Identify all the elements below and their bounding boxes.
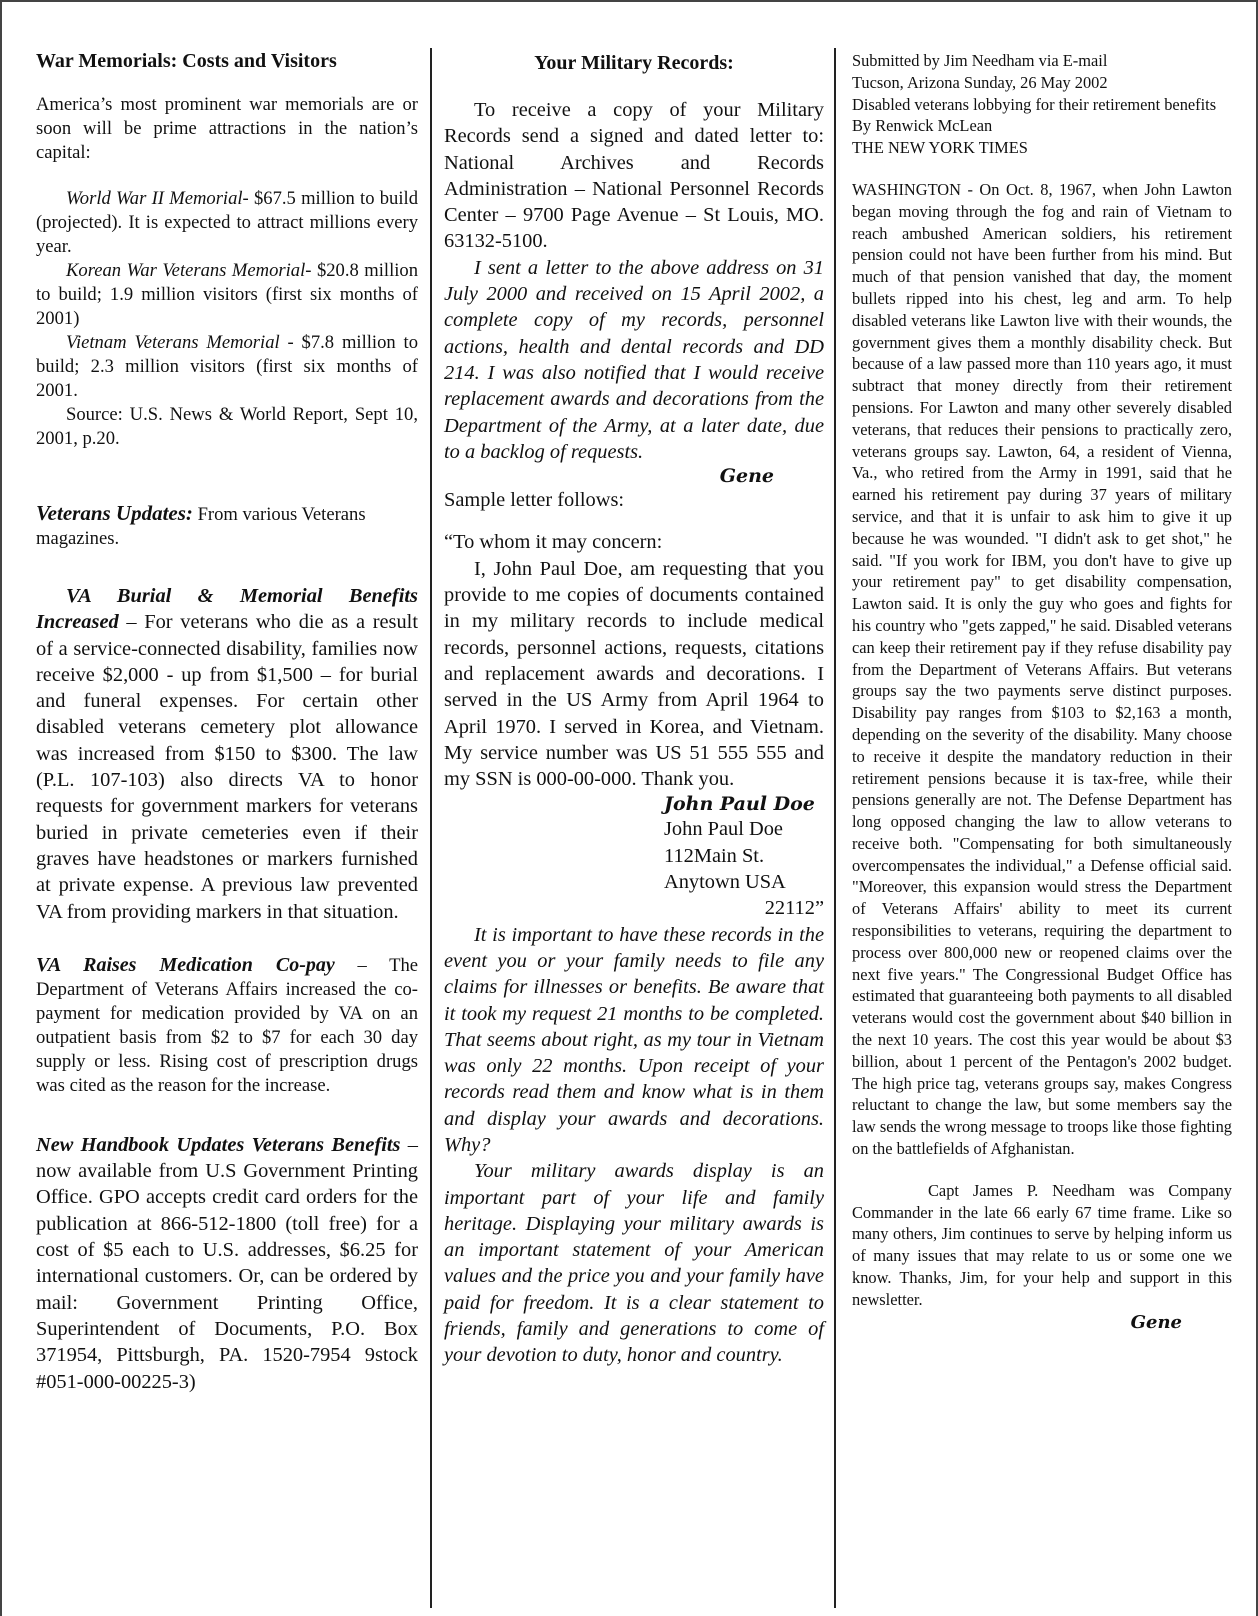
letter-signature-block (664, 792, 824, 895)
letter-city: Anytown USA (664, 871, 786, 894)
awards-display-paragraph: Your military awards display is an important part of your life and family heritage. Displaying your military awards is an important statement of your American values and the price you and your family have paid for freedom. It is a clear statement to friends, family and generations to come of your devotion to duty, honor and country. (444, 1160, 824, 1367)
burial-benefits-article: VA Burial & Memorial Benefits Increased – For veterans who die as a result of a service-connected disability, families now receive $2,000 - up from $1,500 – for burial and funeral expenses. For certain other disabled veterans cemetery plot allowance was increased from $150 to $300. The law (P.L. 107-103) also directs VA to honor requests for government markers for veterans buried in private cemeteries even if their graves have headstones or markers furnished at private expense. A previous law prevented VA from providing markers in that situation. (36, 585, 418, 923)
records-experience-paragraph: I sent a letter to the above address on 31 July 2000 and received on 15 April 2002, a complete copy of my records, personnel actions, health and dental records and DD 214. I was also notified that I would receive replacement awards and decorations from the Department of the Army, at a later date, due to a backlog of requests. (444, 256, 824, 463)
submitted-by: Submitted by Jim Needham via E-mail (852, 51, 1108, 70)
handbook-article: New Handbook Updates Veterans Benefits – now available from U.S Government Printing Office. GPO accepts credit card orders for the publication at 866-512-1800 (toll free) for a cost of $5 each to U.S. addresses, $6.25 for international customers. Or, can be ordered by mail: Government Printing Office, Superintendent of Documents, P.O. Box 371954, Pittsburgh, PA. 1520-7954 9stock #051-000-00225-3) (36, 1133, 418, 1393)
letter-body: I, John Paul Doe, am requesting that you provide to me copies of documents contained in my military records to include medical records, personnel actions, requests, citations and replacement awards and decorations. I served in the US Army from April 1964 to April 1970. I served in Korea, and Vietnam. My service number was US 51 555 555 and my SSN is 000-00-000. Thank you. (444, 557, 824, 791)
memorials-title: War Memorials: Costs and Visitors (36, 50, 337, 72)
military-records-title: Your Military Records: (534, 52, 734, 74)
dateline: Tucson, Arizona Sunday, 26 May 2002 (852, 72, 1108, 92)
column-right (852, 46, 1232, 1602)
veterans-updates-heading: Veterans Updates: From various Veterans magazines. (36, 501, 366, 549)
closing-note: Capt James P. Needham was Company Commander in the late 66 early 67 time frame. Like so many others, Jim continues to serve by helping inform us of many issues that may relate to us or some one we know. Thanks, Jim, for your help and support in this newsletter. (852, 1180, 1232, 1309)
letter-name: John Paul Doe (664, 818, 783, 841)
letter-salutation: “To whom it may concern: (444, 531, 663, 554)
closing-signature-gene: Gene (1130, 1311, 1182, 1333)
article-headline: Disabled veterans lobbying for their retirement benefits (852, 94, 1217, 114)
article-header (852, 50, 1232, 159)
copay-article: VA Raises Medication Co-pay – The Department of Veterans Affairs increased the co-payment for medication provided by VA on an outpatient basis from $2 to $7 for each 30 day supply or less. Rising cost of prescription drugs was cited as the reason for the increase. (36, 953, 419, 1096)
memorial-item-korea: Korean War Veterans Memorial- $20.8 million to build; 1.9 million visitors (first six months of 2001) (36, 260, 418, 329)
column-divider-left (430, 48, 432, 1608)
column-left (36, 46, 418, 1602)
byline: By Renwick McLean (852, 116, 993, 136)
column-divider-right (834, 48, 836, 1608)
column-middle (444, 46, 824, 1602)
letter-zip: 22112” (764, 897, 824, 920)
memorial-item-vietnam: Vietnam Veterans Memorial - $7.8 million to build; 2.3 million visitors (first six months of 2001. (36, 332, 418, 401)
letter-signature: John Paul Doe (664, 793, 815, 816)
signature-gene: Gene (719, 465, 774, 488)
records-request-paragraph: To receive a copy of your Military Records send a signed and dated letter to: National Archives and Records Administration – National Personnel Records Center – 9700 Page Avenue – St Louis, MO. 63132-5100. (444, 99, 824, 253)
records-importance-paragraph: It is important to have these records in the event you or your family needs to file any claims for illnesses or benefits. Be aware that it took my request 21 months to be completed. That seems about right, as my tour in Vietnam was only 22 months. Upon receipt of your records read them and know what is in them and display your awards and decorations. Why? (444, 923, 824, 1156)
memorials-intro: America’s most prominent war memorials are or soon will be prime attractions in the nation’s capital: (36, 94, 418, 163)
nyt-article-body: WASHINGTON - On Oct. 8, 1967, when John Lawton began moving through the fog and rain of Vietnam to reach ambushed American soldiers, his retirement pension could not have been further from his mind. But much of that pension vanished that day, the moment bullets ripped into his chest, leg and arm. To help disabled veterans like Lawton live with their wounds, the government gives them a monthly disability check. But because of a law passed more than 110 years ago, it must subtract that money directly from their retirement pensions. For Lawton and many other severely disabled veterans, that reduces their pensions to practically zero, veterans groups say. Lawton, 64, a resident of Vienna, Va., who retired from the Army in 1991, said that he earned his retirement pay during 37 years of military service, and that it is unfair to ask him to give it up because he was wounded. "I didn't ask to get shot," he said. "If you work for IBM, you don't have to give up your retirement pay" to get disability compensation, Lawton said. It is only the guy who goes and fights for his country who "gets zapped," he said. Disabled veterans can keep their retirement pay if they refuse disability pay from the Department of Veterans Affairs. But veterans groups say the two payments serve distinct purposes. Disability pay ranges from $103 to $2,163 a month, depending on the severity of the disability. Many choose to receive it despite the mandatory reduction in their retirement pensions because it is tax-free, while their pensions generally are not. The Defense Department has long opposed changing the law to allow veterans to receive both. "Compensating for both simultaneously overcompensates the individual," a Defense official said. "Moreover, this expansion would stress the Department of Veterans Affairs' ability to meet its current responsibilities to veterans, requiring the department to process over 800,000 new or reopened claims over the next five years." The Congressional Budget Office has estimated that guaranteeing both payments to all disabled veterans would cost the government about $40 billion in the next 10 years. The cost this year would be about $3 billion, about 1 percent of the Pentagon's 2002 budget. The high price tag, veterans groups say, makes Congress reluctant to change the law, but some members say the law sends the wrong message to troops like those fighting on the battlefields of Afghanistan. (852, 179, 1232, 1159)
publication: THE NEW YORK TIMES (852, 138, 1028, 158)
memorial-item-ww2: World War II Memorial- $67.5 million to build (projected). It is expected to attract millions every year. (36, 188, 418, 257)
letter-street: 112Main St. (664, 844, 765, 867)
sample-letter-label: Sample letter follows: (444, 489, 625, 512)
memorials-source: Source: U.S. News & World Report, Sept 10, 2001, p.20. (36, 404, 418, 449)
